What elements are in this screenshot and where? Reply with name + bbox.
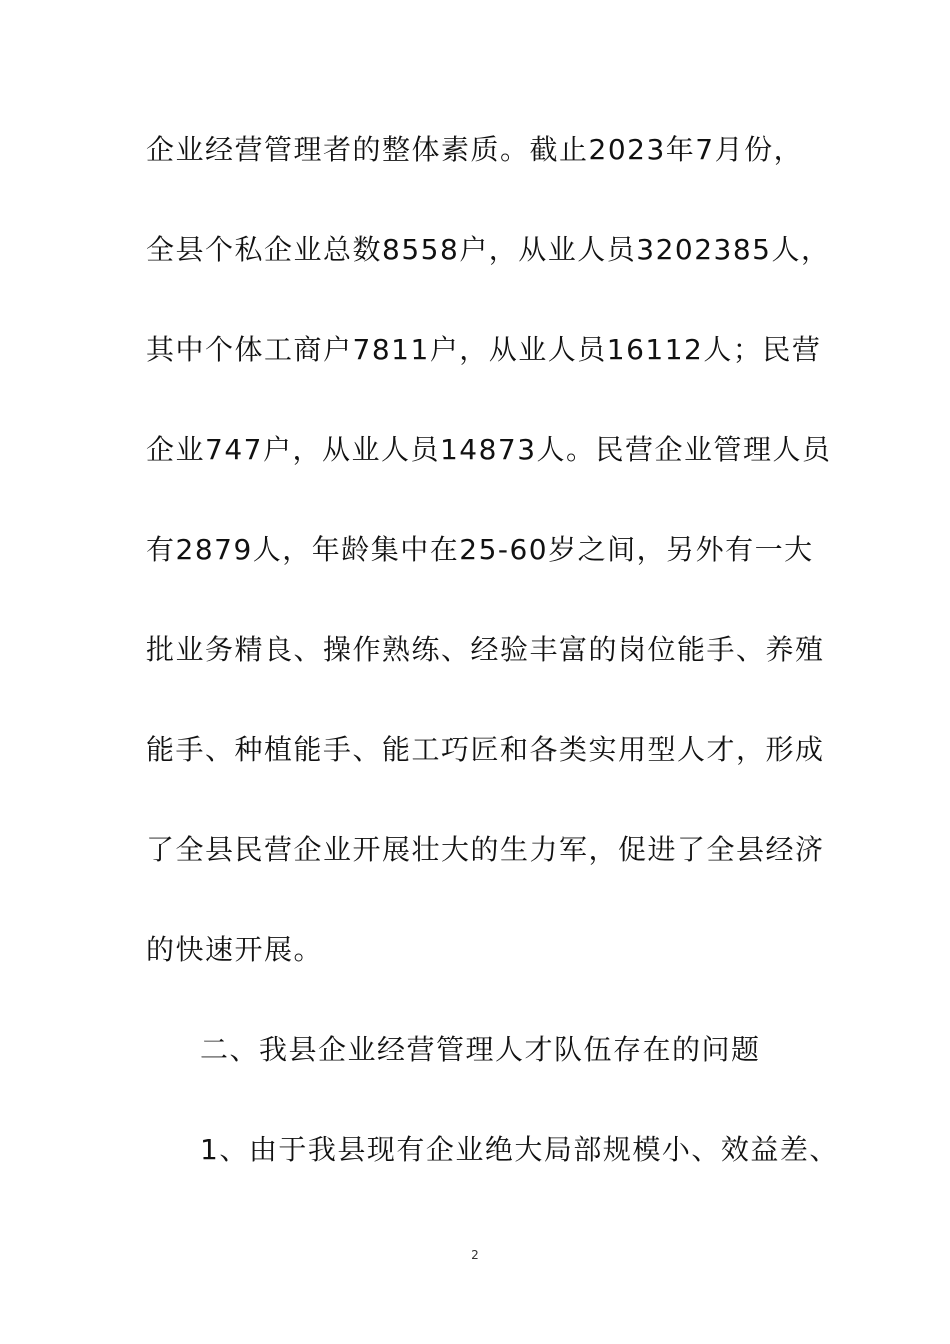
body-text-line: 其中个体工商户7811户，从业人员16112人；民营 [146,333,822,366]
body-text-line: 能手、种植能手、能工巧匠和各类实用型人才，形成 [146,733,825,766]
page-number: 2 [471,1248,479,1262]
body-text-line: 有2879人，年龄集中在25-60岁之间，另外有一大 [146,533,814,566]
body-text-line: 全县个私企业总数8558户，从业人员3202385人， [146,233,831,266]
body-text-line: 企业747户，从业人员14873人。民营企业管理人员 [146,433,832,466]
section-heading: 二、我县企业经营管理人才队伍存在的问题 [200,1033,761,1066]
body-text-line: 了全县民营企业开展壮大的生力军，促进了全县经济 [146,833,825,866]
body-text-line: 的快速开展。 [146,933,324,966]
list-item-1: 1、由于我县现有企业绝大局部规模小、效益差、 [200,1133,839,1166]
body-text-line: 批业务精良、操作熟练、经验丰富的岗位能手、养殖 [146,633,825,666]
body-text-line: 企业经营管理者的整体素质。截止2023年7月份， [146,133,804,166]
